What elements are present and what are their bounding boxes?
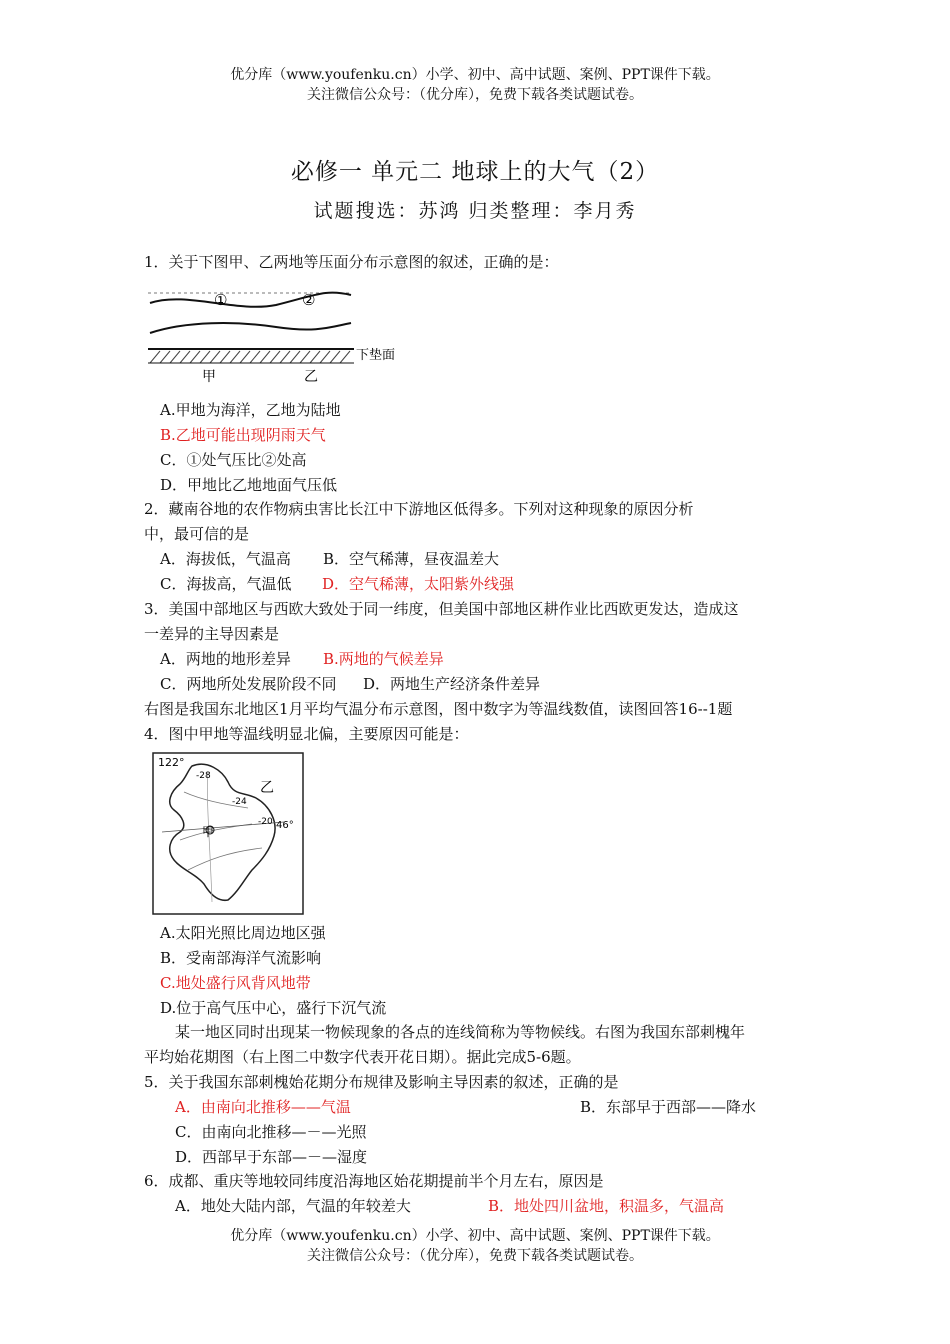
q6-stem: 6．成都、重庆等地较同纬度沿海地区始花期提前半个月左右，原因是 — [144, 1172, 604, 1190]
northeast-map-figure — [152, 752, 304, 915]
q4-option-c: C.地处盛行风背风地带 — [160, 974, 311, 992]
isobar-label-1: ① — [214, 291, 228, 309]
map-latitude-label: 46° — [276, 820, 294, 831]
q2-option-a: A．海拔低，气温高 — [160, 550, 291, 568]
q5-option-b: B．东部早于西部——降水 — [580, 1098, 757, 1116]
surface-label: 下垫面 — [356, 348, 396, 363]
map-isotherm-24: -24 — [232, 797, 247, 807]
q1-stem: 1．关于下图甲、乙两地等压面分布示意图的叙述，正确的是： — [144, 253, 559, 271]
place-yi-label: 乙 — [304, 369, 318, 385]
q2-stem-1: 2．藏南谷地的农作物病虫害比长江中下游地区低得多。下列对这种现象的原因分析 — [144, 500, 694, 518]
q1-option-c: C．①处气压比②处高 — [160, 451, 307, 469]
map-isotherm-20: -20 — [258, 817, 273, 827]
map-place-yi: 乙 — [260, 780, 274, 796]
q3-stem-1: 3．美国中部地区与西欧大致处于同一纬度，但美国中部地区耕作业比西欧更发达，造成这 — [144, 600, 739, 618]
q1-option-d: D．甲地比乙地地面气压低 — [160, 476, 338, 494]
q5-option-a: A．由南向北推移——气温 — [175, 1098, 351, 1116]
q2-stem-2: 中，最可信的是 — [144, 525, 250, 543]
q5-intro-line-1: 某一地区同时出现某一物候现象的各点的连线简称为等物候线。右图为我国东部刺槐年 — [175, 1023, 746, 1041]
q3-option-d: D．两地生产经济条件差异 — [363, 675, 541, 693]
q4-option-a: A.太阳光照比周边地区强 — [160, 924, 326, 942]
footer-line-1: 优分库（www.youfenku.cn）小学、初中、高中试题、案例、PPT课件下载。 — [230, 1228, 720, 1244]
q4-intro: 右图是我国东北地区1月平均气温分布示意图，图中数字为等温线数值，读图回答16--1题 — [144, 700, 733, 718]
q1-option-b: B.乙地可能出现阴雨天气 — [160, 426, 326, 444]
isobar-label-2: ② — [302, 291, 316, 309]
q3-stem-2: 一差异的主导因素是 — [144, 625, 280, 643]
q2-option-d: D．空气稀薄，太阳紫外线强 — [322, 575, 515, 593]
header-line-2: 关注微信公众号：（优分库），免费下载各类试题试卷。 — [307, 87, 643, 103]
q5-stem: 5．关于我国东部刺槐始花期分布规律及影响主导因素的叙述，正确的是 — [144, 1073, 619, 1091]
page-title: 必修一 单元二 地球上的大气（2） — [290, 159, 660, 185]
place-jia-label: 甲 — [202, 369, 216, 385]
map-place-jia: 甲 — [202, 825, 215, 839]
q4-option-d: D.位于高气压中心，盛行下沉气流 — [160, 999, 387, 1017]
q3-option-c: C．两地所处发展阶段不同 — [160, 675, 337, 693]
q1-option-a: A.甲地为海洋，乙地为陆地 — [160, 401, 341, 419]
map-isotherm-28: -28 — [196, 771, 211, 781]
q2-option-b: B．空气稀薄，昼夜温差大 — [323, 550, 500, 568]
q4-option-b: B．受南部海洋气流影响 — [160, 949, 322, 967]
q5-option-c: C．由南向北推移—－—光照 — [175, 1123, 367, 1141]
q2-option-c: C．海拔高，气温低 — [160, 575, 292, 593]
q4-stem: 4．图中甲地等温线明显北偏，主要原因可能是： — [144, 725, 469, 743]
q6-option-b: B．地处四川盆地，积温多，气温高 — [488, 1197, 725, 1215]
q5-option-d: D．西部早于东部—－—湿度 — [175, 1148, 368, 1166]
q5-intro-line-2: 平均始花期图（右上图二中数字代表开花日期）。据此完成5-6题。 — [144, 1048, 581, 1066]
q3-option-a: A．两地的地形差异 — [160, 650, 291, 668]
q6-option-a: A．地处大陆内部，气温的年较差大 — [175, 1197, 411, 1215]
page-subtitle: 试题搜选：苏鸿 归类整理：李月秀 — [313, 200, 637, 222]
footer-line-2: 关注微信公众号：（优分库），免费下载各类试题试卷。 — [307, 1248, 643, 1264]
isobar-figure — [146, 283, 406, 385]
header-line-1: 优分库（www.youfenku.cn）小学、初中、高中试题、案例、PPT课件下载。 — [230, 67, 720, 83]
q3-option-b: B.两地的气候差异 — [323, 650, 444, 668]
map-longitude-label: 122° — [158, 756, 185, 769]
